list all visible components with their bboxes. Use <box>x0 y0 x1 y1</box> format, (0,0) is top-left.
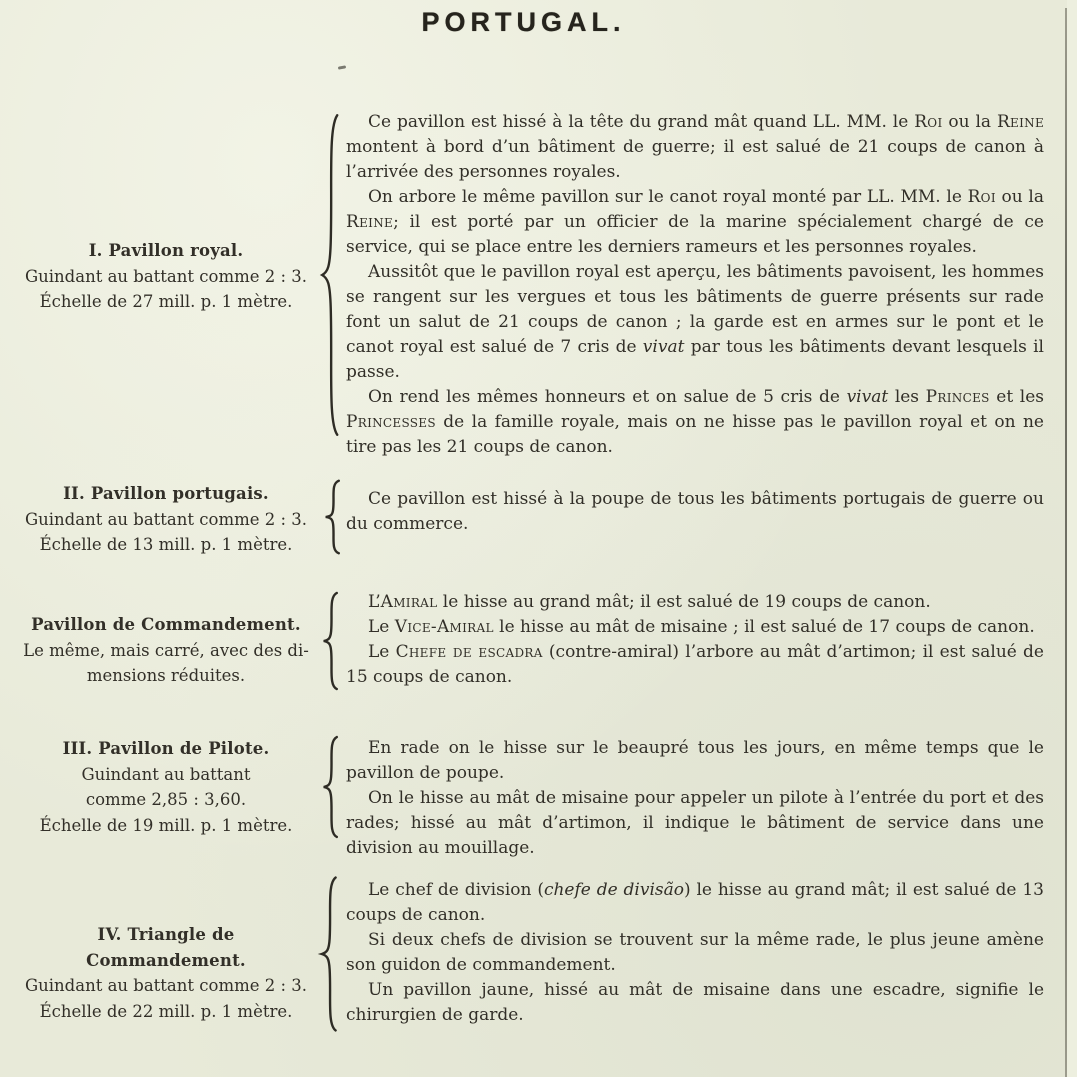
label-line: Échelle de 27 mill. p. 1 mètre. <box>39 292 293 311</box>
section-label <box>20 481 312 558</box>
curly-brace-icon <box>318 876 340 1032</box>
paragraph: Si deux chefs de division se trouvent sur la même rade, le plus jeune amène son guidon de commandement. <box>346 930 1044 975</box>
section-label <box>20 612 312 689</box>
page-title: PORTUGAL. <box>421 7 626 37</box>
page-fold-line <box>1065 8 1067 1077</box>
label-line: Échelle de 19 mill. p. 1 mètre. <box>39 815 293 835</box>
section-heading: I. Pavillon royal. <box>88 241 244 260</box>
section-heading: Pavillon de Commandement. <box>31 615 301 634</box>
label-line: Guindant au battant comme 2 : 3. <box>24 976 308 995</box>
paragraph: Ce pavillon est hissé à la tête du grand mât quand LL. MM. le Roi ou la Reine montent à bord d’un bâtiment de guerre; il est salué de 21 coups de canon à l’arrivée des personnes royales. <box>346 112 1045 182</box>
label-line: Le même, mais carré, avec des di- <box>23 640 309 660</box>
page-edge-strip <box>1067 0 1077 1077</box>
paragraph: Le Vice-Amiral le hisse au mât de misaine ; il est salué de 17 coups de canon. <box>368 617 1035 637</box>
paragraph: On le hisse au mât de misaine pour appeler un pilote à l’entrée du port et des rades; hissé au mât d’artimon, il indique le bâtiment de service dans une division au mouillage. <box>346 788 1044 858</box>
section-label <box>20 238 312 315</box>
section-heading: IV. Triangle de Commandement. <box>86 925 246 970</box>
paragraph: En rade on le hisse sur le beaupré tous les jours, en même temps que le pavillon de poupe. <box>346 738 1044 783</box>
label-line: Échelle de 13 mill. p. 1 mètre. <box>39 535 293 554</box>
section-heading: III. Pavillon de Pilote. <box>62 739 270 758</box>
section-text <box>346 590 1044 690</box>
curly-brace-icon <box>320 592 341 690</box>
label-line: Guindant au battant <box>81 764 251 784</box>
section-text <box>346 110 1044 460</box>
paragraph: Le Chefe de escadra (contre-amiral) l’arbore au mât d’artimon; il est salué de 15 coups de canon. <box>346 642 1044 687</box>
paragraph: L’Amiral le hisse au grand mât; il est salué de 19 coups de canon. <box>368 592 931 612</box>
label-line: comme 2,85 : 3,60. <box>85 790 247 809</box>
paragraph: Le chef de division (chefe de divisão) le hisse au grand mât; il est salué de 13 coups de canon. <box>346 880 1044 925</box>
section-heading: II. Pavillon portugais. <box>63 484 269 503</box>
curly-brace-icon <box>322 480 343 554</box>
section-text <box>346 878 1044 1028</box>
paragraph: On arbore le même pavillon sur le canot royal monté par LL. MM. le Roi ou la Reine; il est porté par un officier de la marine spécialement chargé de ce service, qui se place entre les derniers rameurs et les personnes royales. <box>346 187 1044 257</box>
section-label <box>20 922 312 1024</box>
section-text <box>346 487 1044 537</box>
section-label <box>20 736 312 838</box>
label-line: Guindant au battant comme 2 : 3. <box>24 266 308 286</box>
paragraph: Ce pavillon est hissé à la poupe de tous les bâtiments portugais de guerre ou du commerce. <box>346 489 1044 534</box>
paragraph: Un pavillon jaune, hissé au mât de misaine dans une escadre, signifie le chirurgien de garde. <box>346 980 1044 1025</box>
paragraph: On rend les mêmes honneurs et on salue de 5 cris de vivat les Princes et les Princesses de la famille royale, mais on ne hisse pas le pavillon royal et on ne tire pas les 21 coups de canon. <box>346 387 1045 457</box>
paragraph: Aussitôt que le pavillon royal est aperçu, les bâtiments pavoisent, les hommes se rangent sur les vergues et tous les bâtiments de guerre présents sur rade font un salut de 21 coups de canon ; la garde est en armes sur le pont et le canot royal est salué de 7 cris de vivat par tous les bâtiments devant lesquels il passe. <box>346 262 1044 382</box>
label-line: Guindant au battant comme 2 : 3. <box>24 509 308 529</box>
label-line: mensions réduites. <box>86 666 246 685</box>
label-line: Échelle de 22 mill. p. 1 mètre. <box>39 1001 293 1021</box>
curly-brace-icon <box>318 112 342 438</box>
curly-brace-icon <box>320 736 341 838</box>
ink-speck <box>338 65 346 69</box>
section-text <box>346 736 1044 861</box>
